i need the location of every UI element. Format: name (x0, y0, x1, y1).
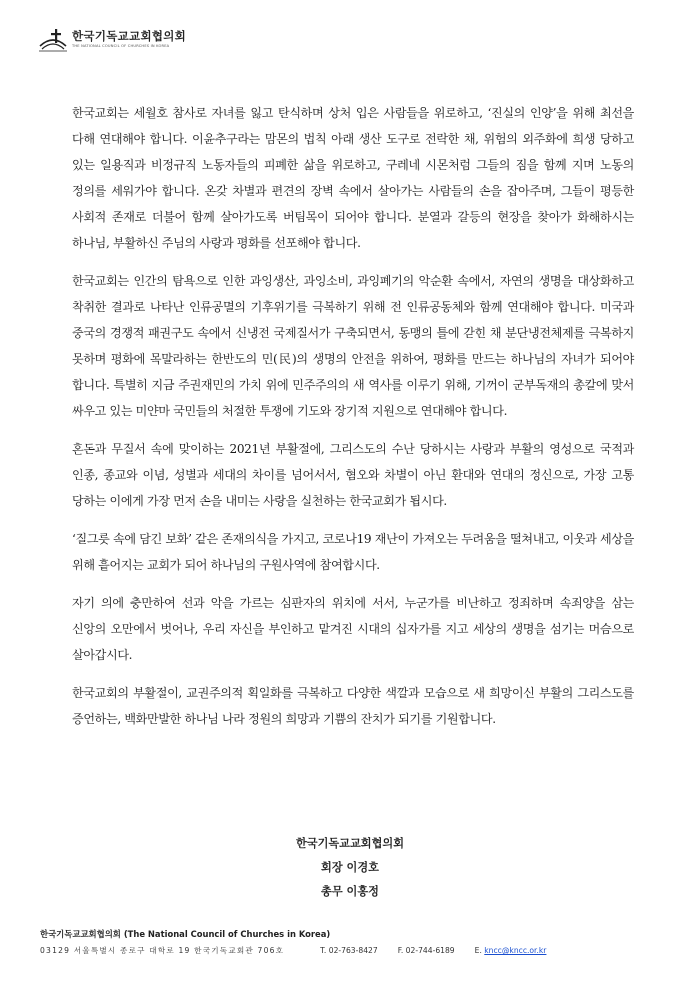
paragraph-4: ‘질그릇 속에 담긴 보화’ 같은 존재의식을 가지고, 코로나19 재난이 가져오는 두려움을 떨쳐내고, 이웃과 세상을 위해 흩어지는 교회가 되어 하나님의 구원사역에 참여합시다. (72, 532, 634, 572)
footer-email-label: E. (474, 946, 482, 955)
kncc-logo-icon (38, 26, 68, 54)
footer-contact-line (40, 944, 660, 958)
signature-secretary: 총무 이홍정 (321, 885, 379, 898)
footer (40, 928, 660, 958)
letterhead-org-name: 한국기독교교회협의회 (72, 29, 187, 44)
signature-block (0, 832, 700, 904)
paragraph-1: 한국교회는 세월호 참사로 자녀를 잃고 탄식하며 상처 입은 사람들을 위로하고, ‘진실의 인양’을 위해 최선을 다해 연대해야 합니다. 이윤추구라는 맘몬의 법칙 아래 생산 도구로 전락한 채, 위험의 외주화에 희생 당하고 있는 일용직과 비정규직 노동자들의 피폐한 삶을 위로하고, 구레네 시몬처럼 그들의 짐을 함께 지며 노동의 정의를 세워가야 합니다. 온갖 차별과 편견의 장벽 속에서 살아가는 사람들의 손을 잡아주며, 그들이 평등한 사회적 존재로 더불어 함께 살아가도록 버팀목이 되어야 합니다. 분열과 갈등의 현장을 찾아가 화해하시는 하나님, 부활하신 주님의 사랑과 평화를 선포해야 합니다. (72, 106, 634, 250)
footer-email-link[interactable]: kncc@kncc.or.kr (484, 946, 547, 955)
footer-email-group (475, 944, 547, 958)
letter-body (72, 100, 634, 744)
signature-org: 한국기독교교회협의회 (295, 837, 405, 850)
letterhead-org-subtitle: THE NATIONAL COUNCIL OF CHURCHES IN KOREA (72, 43, 170, 48)
letterhead (38, 24, 186, 56)
footer-address: 03129 서울특별시 종로구 대학로 19 한국기독교회관 706호 (40, 946, 285, 955)
signature-president: 회장 이경호 (321, 861, 379, 874)
footer-org-name: 한국기독교교회협의회 (The National Council of Churches in Korea) (40, 929, 331, 939)
paragraph-3: 혼돈과 무질서 속에 맞이하는 2021년 부활절에, 그리스도의 수난 당하시는 사랑과 부활의 영성으로 국적과 인종, 종교와 이념, 성별과 세대의 차이를 넘어서서, 혐오와 차별이 아닌 환대와 연대의 정신으로, 가장 고통 당하는 이에게 가장 먼저 손을 내미는 사랑을 실천하는 한국교회가 됩시다. (72, 442, 634, 508)
paragraph-6: 한국교회의 부활절이, 교권주의적 획일화를 극복하고 다양한 색깔과 모습으로 새 희망이신 부활의 그리스도를 증언하는, 백화만발한 하나님 나라 정원의 희망과 기쁨의 잔치가 되기를 기원합니다. (72, 686, 634, 726)
footer-phone: T. 02-763-8427 (320, 946, 378, 955)
footer-fax: F. 02-744-6189 (397, 946, 455, 955)
paragraph-2: 한국교회는 인간의 탐욕으로 인한 과잉생산, 과잉소비, 과잉폐기의 악순환 속에서, 자연의 생명을 대상화하고 착취한 결과로 나타난 인류공멸의 기후위기를 극복하기 위해 전 인류공동체와 함께 연대해야 합니다. 미국과 중국의 경쟁적 패권구도 속에서 신냉전 국제질서가 구축되면서, 동맹의 틀에 갇힌 채 분단냉전체제를 극복하지 못하며 평화에 목말라하는 한반도의 민(民)의 생명의 안전을 위하여, 평화를 만드는 하나님의 자녀가 되어야 합니다. 특별히 지금 주권재민의 가치 위에 민주주의의 새 역사를 이루기 위해, 기꺼이 군부독재의 총칼에 맞서 싸우고 있는 미얀마 국민들의 처절한 투쟁에 기도와 장기적 지원으로 연대해야 합니다. (72, 274, 634, 418)
paragraph-5: 자기 의에 충만하여 선과 악을 가르는 심판자의 위치에 서서, 누군가를 비난하고 정죄하며 속죄양을 삼는 신앙의 오만에서 벗어나, 우리 자신을 부인하고 맡겨진 시대의 십자가를 지고 세상의 생명을 섬기는 머슴으로 살아갑시다. (72, 596, 634, 662)
